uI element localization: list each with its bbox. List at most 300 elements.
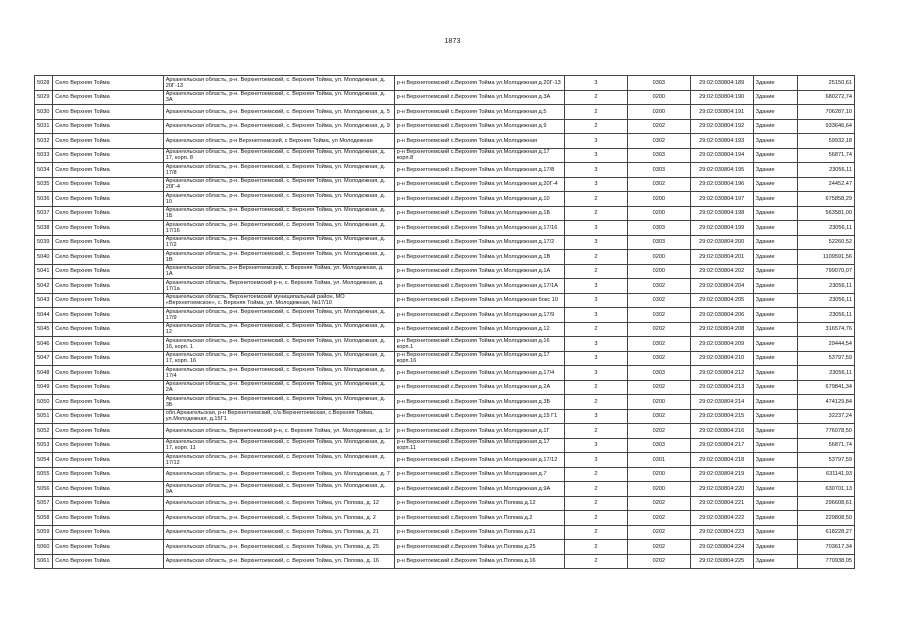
code-cell: 0200 [627, 467, 690, 482]
code-cell: 0302 [627, 279, 690, 294]
address-cell [163, 206, 394, 221]
cadastral-value-cell: 799070,07 [798, 264, 855, 279]
object-type-cell: Здание [753, 264, 798, 279]
address-alt-cell-text: р-н Верхнетоемский с.Верхняя Тойма ул.Молодежная д.15 Г1 [396, 413, 558, 420]
code-cell: 0200 [627, 105, 690, 120]
address-cell-text: Архангельская область, р-н. Верхнетоемский, с. Верхняя Тойма, ул. Молодежная, д. 17/16 [165, 221, 386, 234]
address-alt-cell-text: р-н Верхнетоемский с.Верхняя Тойма ул.Молодежная д.2А [396, 384, 551, 391]
record-number: 5059 [35, 525, 53, 540]
address-cell-text: Архангельская область, р-н. Верхнетоемский, с. Верхняя Тойма, ул. Молодежная, д. 20Г-13 [165, 76, 386, 89]
cadastral-value-cell: 474129,84 [798, 395, 855, 410]
record-number: 5047 [35, 351, 53, 366]
address-alt-cell [394, 424, 564, 439]
record-number: 5057 [35, 496, 53, 511]
floors-cell: 2 [565, 482, 628, 497]
address-cell-text: Архангельская область, р-н. Верхнетоемский, с. Верхняя Тойма, ул. Молодежная, д. 17/8 [165, 163, 386, 176]
address-alt-cell [394, 409, 564, 424]
address-alt-cell [394, 540, 564, 555]
code-cell: 0303 [627, 366, 690, 381]
settlement-name: Село Верхняя Тойма [53, 554, 163, 569]
address-cell-text: обл.Архангельская, р-н Верхнетоемский, с/а Верхнетоемская, с.Верхняя Тойма, ул.Молодежная, д.15Г1 [165, 410, 374, 423]
address-cell [163, 438, 394, 453]
cadastral-value-cell: 563581,00 [798, 206, 855, 221]
cadastral-number-cell: 29:02:030804:216 [690, 424, 753, 439]
cadastral-value-cell: 229808,50 [798, 511, 855, 526]
settlement-name: Село Верхняя Тойма [53, 250, 163, 265]
cadastral-value-cell: 706287,10 [798, 105, 855, 120]
object-type-cell: Здание [753, 90, 798, 105]
table-row [35, 351, 855, 366]
cadastral-number-cell: 29:02:030804:200 [690, 235, 753, 250]
record-number: 5042 [35, 279, 53, 294]
cadastral-number-cell: 29:02:030804:223 [690, 525, 753, 540]
code-cell: 0200 [627, 192, 690, 207]
floors-cell: 2 [565, 540, 628, 555]
address-alt-cell [394, 148, 564, 163]
code-cell: 0202 [627, 322, 690, 337]
address-cell [163, 482, 394, 497]
cadastral-value-cell: 703617,34 [798, 540, 855, 555]
settlement-name: Село Верхняя Тойма [53, 235, 163, 250]
address-alt-cell [394, 337, 564, 352]
cadastral-value-cell: 23056,11 [798, 366, 855, 381]
address-alt-cell-text: р-н Верхнетоемский с.Верхняя Тойма ул.Попова д.16 [396, 558, 536, 565]
code-cell: 0202 [627, 119, 690, 134]
code-cell: 0200 [627, 395, 690, 410]
cadastral-number-cell: 29:02:030804:221 [690, 496, 753, 511]
table-row [35, 467, 855, 482]
record-number: 5029 [35, 90, 53, 105]
cadastral-number-cell: 29:02:030804:215 [690, 409, 753, 424]
address-cell [163, 496, 394, 511]
object-type-cell: Здание [753, 250, 798, 265]
code-cell: 0200 [627, 206, 690, 221]
cadastral-value-cell: 23056,11 [798, 279, 855, 294]
settlement-name: Село Верхняя Тойма [53, 76, 163, 91]
record-number: 5037 [35, 206, 53, 221]
address-cell-text: Архангельская область, р-н. Верхнетоемский, с. Верхняя Тойма, ул. Молодежная, д. 3Б [165, 395, 386, 408]
settlement-name: Село Верхняя Тойма [53, 192, 163, 207]
address-alt-cell-text: р-н Верхнетоемский с.Верхняя Тойма ул.Попова д.2 [396, 514, 533, 521]
address-cell-text: Архангельская область, Верхнетоемский р-н, с. Верхняя Тойма, ул. Молодежная, д. 17/1а [165, 279, 384, 292]
settlement-name: Село Верхняя Тойма [53, 221, 163, 236]
floors-cell: 3 [565, 221, 628, 236]
cadastral-number-cell: 29:02:030804:192 [690, 119, 753, 134]
cadastral-value-cell: 25150,61 [798, 76, 855, 91]
record-number: 5049 [35, 380, 53, 395]
address-cell [163, 76, 394, 91]
address-alt-cell [394, 192, 564, 207]
cadastral-number-cell: 29:02:030804:225 [690, 554, 753, 569]
cadastral-number-cell: 29:02:030804:199 [690, 221, 753, 236]
address-cell [163, 453, 394, 468]
record-number: 5055 [35, 467, 53, 482]
cadastral-number-cell: 29:02:030804:220 [690, 482, 753, 497]
table-row [35, 221, 855, 236]
address-cell-text: Архангельская область, Верхнетоемский муниципальный район, МО «Верхнетоемское», с. Верхняя Тойма, ул. Молодежная, №17/10 [165, 294, 345, 307]
floors-cell: 3 [565, 279, 628, 294]
settlement-name: Село Верхняя Тойма [53, 467, 163, 482]
record-number: 5030 [35, 105, 53, 120]
table-row [35, 322, 855, 337]
object-type-cell: Здание [753, 105, 798, 120]
record-number: 5036 [35, 192, 53, 207]
cadastral-value-cell: 770938,05 [798, 554, 855, 569]
object-type-cell: Здание [753, 134, 798, 149]
table-row [35, 409, 855, 424]
cadastral-value-cell: 56871,74 [798, 148, 855, 163]
record-number: 5050 [35, 395, 53, 410]
address-cell [163, 250, 394, 265]
settlement-name: Село Верхняя Тойма [53, 351, 163, 366]
floors-cell: 3 [565, 235, 628, 250]
floors-cell: 3 [565, 148, 628, 163]
address-alt-cell [394, 482, 564, 497]
address-alt-cell [394, 308, 564, 323]
cadastral-value-cell: 23056,11 [798, 221, 855, 236]
record-number: 5051 [35, 409, 53, 424]
cadastral-value-cell: 23056,11 [798, 308, 855, 323]
property-registry-table [34, 75, 855, 569]
settlement-name: Село Верхняя Тойма [53, 163, 163, 178]
address-cell [163, 177, 394, 192]
object-type-cell: Здание [753, 192, 798, 207]
cadastral-number-cell: 29:02:030804:224 [690, 540, 753, 555]
address-alt-cell [394, 511, 564, 526]
cadastral-value-cell: 679841,34 [798, 380, 855, 395]
address-cell [163, 293, 394, 308]
cadastral-value-cell: 24452,47 [798, 177, 855, 192]
address-alt-cell [394, 554, 564, 569]
address-cell-text: Архангельская область, р-н. Верхнетоемский, с. Верхняя Тойма, ул. Молодежная, д. 1В [165, 250, 386, 263]
address-alt-cell [394, 76, 564, 91]
address-cell-text: Архангельская область, р-н. Верхнетоемский, с. Верхняя Тойма, ул. Молодежная, д. 3А [165, 91, 386, 104]
address-cell [163, 525, 394, 540]
code-cell: 0202 [627, 511, 690, 526]
cadastral-number-cell: 29:02:030804:205 [690, 293, 753, 308]
code-cell: 0200 [627, 264, 690, 279]
floors-cell: 3 [565, 366, 628, 381]
address-cell-text: Архангельская область, р-н. Верхнетоемский, с. Верхняя Тойма, ул. Попова, д. 2 [165, 514, 376, 521]
address-cell-text: Архангельская область, р-н. Верхнетоемский, с. Верхняя Тойма, ул. Молодежная, д. 5 [165, 108, 390, 115]
address-alt-cell-text: р-н Верхнетоемский с.Верхняя Тойма ул.Попова д.21 [396, 529, 536, 536]
table-row [35, 163, 855, 178]
cadastral-number-cell: 29:02:030804:217 [690, 438, 753, 453]
code-cell: 0302 [627, 337, 690, 352]
floors-cell: 3 [565, 351, 628, 366]
floors-cell: 2 [565, 424, 628, 439]
settlement-name: Село Верхняя Тойма [53, 438, 163, 453]
cadastral-number-cell: 29:02:030804:210 [690, 351, 753, 366]
code-cell: 0200 [627, 90, 690, 105]
address-cell-text: Архангельская область, р-н. Верхнетоемский, с. Верхняя Тойма, ул. Молодежная, д. 17, корп. 11 [165, 439, 386, 452]
record-number: 5034 [35, 163, 53, 178]
cadastral-value-cell: 316574,76 [798, 322, 855, 337]
address-cell [163, 192, 394, 207]
settlement-name: Село Верхняя Тойма [53, 279, 163, 294]
address-alt-cell-text: р-н Верхнетоемский с.Верхняя Тойма ул.Молодежная д.1В [396, 253, 551, 260]
address-cell-text: Архангельская область, р-н. Верхнетоемский, с. Верхняя Тойма, ул. Попова, д. 16 [165, 558, 379, 565]
code-cell: 0202 [627, 554, 690, 569]
address-cell-text: Архангельская область, Верхнетоемский р-н, с. Верхняя Тойма, ул. Молодежная, д. 1г [165, 427, 391, 434]
table-row [35, 206, 855, 221]
code-cell: 0202 [627, 540, 690, 555]
record-number: 5033 [35, 148, 53, 163]
floors-cell: 3 [565, 163, 628, 178]
address-alt-cell [394, 380, 564, 395]
cadastral-number-cell: 29:02:030804:194 [690, 148, 753, 163]
floors-cell: 2 [565, 264, 628, 279]
address-cell [163, 554, 394, 569]
address-cell [163, 119, 394, 134]
cadastral-number-cell: 29:02:030804:222 [690, 511, 753, 526]
code-cell: 0302 [627, 351, 690, 366]
object-type-cell: Здание [753, 380, 798, 395]
address-alt-cell [394, 351, 564, 366]
address-cell [163, 90, 394, 105]
cadastral-value-cell: 52260,52 [798, 235, 855, 250]
object-type-cell: Здание [753, 511, 798, 526]
address-cell [163, 351, 394, 366]
code-cell: 0302 [627, 308, 690, 323]
object-type-cell: Здание [753, 482, 798, 497]
cadastral-number-cell: 29:02:030804:214 [690, 395, 753, 410]
address-alt-cell-text: р-н Верхнетоемский с.Верхняя Тойма ул.Молодежная д.20Г-4 [396, 181, 558, 188]
address-cell [163, 279, 394, 294]
table-row [35, 511, 855, 526]
address-cell-text: Архангельская область, р-н. Верхнетоемский, с. Верхняя Тойма, ул. Молодежная, д. 17/9 [165, 308, 386, 321]
floors-cell: 2 [565, 105, 628, 120]
address-alt-cell [394, 264, 564, 279]
address-cell [163, 366, 394, 381]
table-row [35, 192, 855, 207]
table-row [35, 119, 855, 134]
cadastral-number-cell: 29:02:030804:209 [690, 337, 753, 352]
object-type-cell: Здание [753, 235, 798, 250]
object-type-cell: Здание [753, 496, 798, 511]
address-cell-text: Архангельская область, р-н. Верхнетоемский, с. Верхняя Тойма, ул. Молодежная, д. 7 [165, 471, 390, 478]
address-alt-cell [394, 525, 564, 540]
object-type-cell: Здание [753, 409, 798, 424]
floors-cell: 2 [565, 554, 628, 569]
settlement-name: Село Верхняя Тойма [53, 105, 163, 120]
record-number: 5035 [35, 177, 53, 192]
address-cell-text: Архангельская область, р-н. Верхнетоемский, с. Верхняя Тойма, ул. Молодежная, д. 20Г-4 [165, 178, 386, 191]
cadastral-value-cell: 630701,13 [798, 482, 855, 497]
object-type-cell: Здание [753, 366, 798, 381]
object-type-cell: Здание [753, 424, 798, 439]
table-row [35, 134, 855, 149]
cadastral-number-cell: 29:02:030804:219 [690, 467, 753, 482]
table-row [35, 554, 855, 569]
address-cell-text: Архангельская область, р-н. Верхнетоемский, с. Верхняя Тойма, ул. Попова, д. 25 [165, 543, 379, 550]
address-alt-cell-text: р-н Верхнетоемский с.Верхняя Тойма ул.Молодежная д.17/8 [396, 166, 555, 173]
floors-cell: 2 [565, 511, 628, 526]
floors-cell: 2 [565, 250, 628, 265]
cadastral-number-cell: 29:02:030804:213 [690, 380, 753, 395]
floors-cell: 2 [565, 467, 628, 482]
cadastral-number-cell: 29:02:030804:195 [690, 163, 753, 178]
address-alt-cell [394, 453, 564, 468]
table-row [35, 308, 855, 323]
address-cell [163, 134, 394, 149]
address-alt-cell-text: р-н Верхнетоемский с.Верхняя Тойма ул.Молодежная д.17 корп.11 [396, 439, 550, 452]
address-alt-cell [394, 177, 564, 192]
table-row [35, 337, 855, 352]
code-cell: 0302 [627, 409, 690, 424]
address-cell-text: Архангельская область, р-н Верхнетоемский, с. Верхняя Тойма, ул. Молодежная, д. 1А [165, 265, 384, 278]
record-number: 5058 [35, 511, 53, 526]
address-cell-text: Архангельская область, р-н. Верхнетоемский, с. Верхняя Тойма, ул. Молодежная, д. 17, корп. 8 [165, 149, 386, 162]
address-cell [163, 409, 394, 424]
record-number: 5045 [35, 322, 53, 337]
address-cell-text: Архангельская область, р-н. Верхнетоемский, с. Верхняя Тойма, ул. Попова, д. 21 [165, 529, 379, 536]
object-type-cell: Здание [753, 322, 798, 337]
address-alt-cell [394, 322, 564, 337]
code-cell: 0302 [627, 134, 690, 149]
object-type-cell: Здание [753, 279, 798, 294]
table-row [35, 148, 855, 163]
address-alt-cell-text: р-н Верхнетоемский с.Верхняя Тойма ул.Молодежная д.1А [396, 268, 551, 275]
address-alt-cell-text: р-н Верхнетоемский с.Верхняя Тойма ул.Молодежная д.7 [396, 471, 547, 478]
address-alt-cell [394, 467, 564, 482]
address-cell [163, 540, 394, 555]
record-number: 5061 [35, 554, 53, 569]
cadastral-number-cell: 29:02:030804:189 [690, 76, 753, 91]
address-cell-text: Архангельская область, р-н. Верхнетоемский, с. Верхняя Тойма, ул. Молодежная, д. 2А [165, 381, 386, 394]
settlement-name: Село Верхняя Тойма [53, 540, 163, 555]
address-alt-cell-text: р-н Верхнетоемский с.Верхняя Тойма ул.Молодежная д.1Г [396, 427, 550, 434]
address-cell [163, 380, 394, 395]
settlement-name: Село Верхняя Тойма [53, 366, 163, 381]
object-type-cell: Здание [753, 221, 798, 236]
table-row [35, 250, 855, 265]
address-cell-text: Архангельская область, р-н. Верхнетоемский, с. Верхняя Тойма, ул. Молодежная, д. 17, корп. 16 [165, 352, 386, 365]
object-type-cell: Здание [753, 308, 798, 323]
cadastral-number-cell: 29:02:030804:206 [690, 308, 753, 323]
address-alt-cell-text: р-н Верхнетоемский с.Верхняя Тойма ул.Молодежная д.9 [396, 123, 547, 130]
object-type-cell: Здание [753, 525, 798, 540]
cadastral-number-cell: 29:02:030804:208 [690, 322, 753, 337]
address-cell [163, 337, 394, 352]
settlement-name: Село Верхняя Тойма [53, 511, 163, 526]
cadastral-value-cell: 675858,29 [798, 192, 855, 207]
cadastral-number-cell: 29:02:030804:204 [690, 279, 753, 294]
object-type-cell: Здание [753, 163, 798, 178]
object-type-cell: Здание [753, 438, 798, 453]
object-type-cell: Здание [753, 206, 798, 221]
address-alt-cell-text: р-н Верхнетоемский с.Верхняя Тойма ул.Молодежная д.20Г-13 [396, 79, 561, 86]
record-number: 5054 [35, 453, 53, 468]
object-type-cell: Здание [753, 453, 798, 468]
table-row [35, 366, 855, 381]
address-cell [163, 511, 394, 526]
object-type-cell: Здание [753, 119, 798, 134]
table-row [35, 293, 855, 308]
address-alt-cell-text: р-н Верхнетоемский с.Верхняя Тойма ул.Молодежная д.16 корп.1 [396, 337, 550, 350]
record-number: 5038 [35, 221, 53, 236]
table-row [35, 525, 855, 540]
address-cell-text: Архангельская область, р-н. Верхнетоемский, с. Верхняя Тойма, ул. Молодежная, д. 17/12 [165, 453, 386, 466]
cadastral-value-cell: 933646,64 [798, 119, 855, 134]
record-number: 5040 [35, 250, 53, 265]
table-row [35, 90, 855, 105]
code-cell: 0200 [627, 250, 690, 265]
table-body [35, 76, 855, 569]
address-alt-cell-text: р-н Верхнетоемский с.Верхняя Тойма ул.Молодежная д.10 [396, 195, 550, 202]
floors-cell: 3 [565, 308, 628, 323]
code-cell: 0202 [627, 525, 690, 540]
address-cell-text: Архангельская область, р-н. Верхнетоемский, с. Верхняя Тойма, ул. Молодежная, д. 9 [165, 123, 390, 130]
code-cell: 0200 [627, 482, 690, 497]
cadastral-value-cell: 680272,74 [798, 90, 855, 105]
table-row [35, 279, 855, 294]
address-alt-cell-text: р-н Верхнетоемский с.Верхняя Тойма ул.Молодежная д.5 [396, 108, 547, 115]
address-alt-cell [394, 206, 564, 221]
address-cell-text: Архангельская область, р-н. Верхнетоемский, с. Верхняя Тойма, ул. Молодежная, д. 12 [165, 323, 386, 336]
address-alt-cell-text: р-н Верхнетоемский с.Верхняя Тойма ул.Молодежная д.1Б [396, 210, 551, 217]
record-number: 5048 [35, 366, 53, 381]
record-number: 5031 [35, 119, 53, 134]
address-alt-cell-text: р-н Верхнетоемский с.Верхняя Тойма ул.Попова д.12 [396, 500, 536, 507]
cadastral-value-cell: 23056,11 [798, 163, 855, 178]
cadastral-value-cell: 776078,50 [798, 424, 855, 439]
code-cell: 0301 [627, 453, 690, 468]
address-alt-cell-text: р-н Верхнетоемский с.Верхняя Тойма ул.Молодежная д.9А [396, 485, 551, 492]
object-type-cell: Здание [753, 76, 798, 91]
code-cell: 0303 [627, 438, 690, 453]
object-type-cell: Здание [753, 467, 798, 482]
object-type-cell: Здание [753, 293, 798, 308]
record-number: 5043 [35, 293, 53, 308]
address-alt-cell [394, 496, 564, 511]
code-cell: 0303 [627, 235, 690, 250]
cadastral-value-cell: 296608,61 [798, 496, 855, 511]
settlement-name: Село Верхняя Тойма [53, 525, 163, 540]
settlement-name: Село Верхняя Тойма [53, 206, 163, 221]
address-alt-cell [394, 293, 564, 308]
floors-cell: 3 [565, 337, 628, 352]
record-number: 5056 [35, 482, 53, 497]
code-cell: 0302 [627, 177, 690, 192]
table-row [35, 105, 855, 120]
cadastral-number-cell: 29:02:030804:190 [690, 90, 753, 105]
floors-cell: 2 [565, 525, 628, 540]
table-row [35, 395, 855, 410]
record-number: 5052 [35, 424, 53, 439]
cadastral-value-cell: 29444,54 [798, 337, 855, 352]
code-cell: 0202 [627, 496, 690, 511]
cadastral-value-cell: 53797,59 [798, 351, 855, 366]
address-cell-text: Архангельская область, р-н. Верхнетоемский, с. Верхняя Тойма, ул. Молодежная, д. 1Б [165, 207, 386, 220]
cadastral-value-cell: 53797,59 [798, 453, 855, 468]
floors-cell: 2 [565, 206, 628, 221]
address-cell-text: Архангельская область, р-н. Верхнетоемский, с. Верхняя Тойма, ул. Молодежная, д. 16, корп. 1 [165, 337, 386, 350]
address-alt-cell [394, 90, 564, 105]
settlement-name: Село Верхняя Тойма [53, 337, 163, 352]
address-alt-cell [394, 366, 564, 381]
cadastral-value-cell: 618228,27 [798, 525, 855, 540]
floors-cell: 2 [565, 395, 628, 410]
floors-cell: 3 [565, 134, 628, 149]
address-cell [163, 235, 394, 250]
address-cell [163, 221, 394, 236]
address-alt-cell-text: р-н Верхнетоемский с.Верхняя Тойма ул.Молодежная д.17/9 [396, 311, 555, 318]
address-cell [163, 148, 394, 163]
table-row [35, 482, 855, 497]
record-number: 5044 [35, 308, 53, 323]
settlement-name: Село Верхняя Тойма [53, 90, 163, 105]
